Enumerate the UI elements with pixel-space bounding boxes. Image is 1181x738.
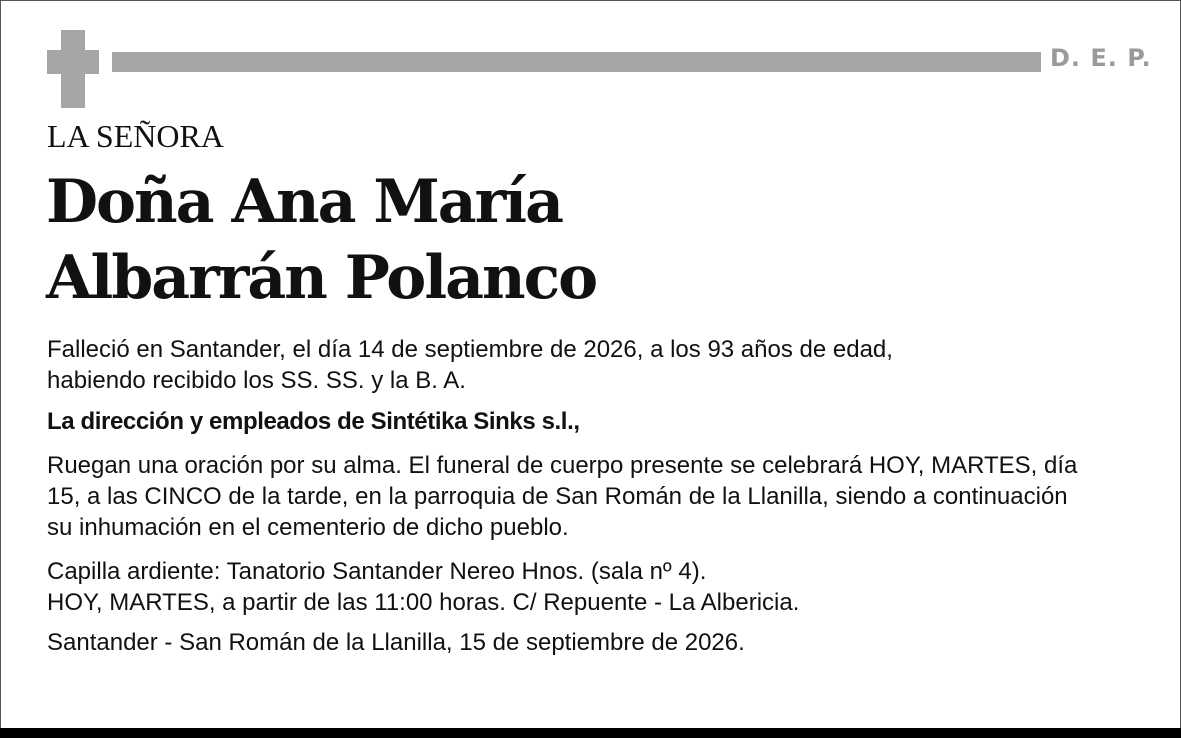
place-date: Santander - San Román de la Llanilla, 15 de septiembre de 2026. — [47, 629, 745, 656]
bottom-rule — [0, 728, 1181, 738]
deceased-name-line2: Albarrán Polanco — [46, 243, 597, 313]
chapel-details-line1: Capilla ardiente: Tanatorio Santander Nereo Hnos. (sala nº 4). — [47, 558, 707, 585]
deceased-name-line1: Doña Ana María — [46, 167, 562, 237]
chapel-details — [47, 556, 1147, 618]
funeral-details — [47, 450, 1147, 543]
cross-icon — [47, 30, 99, 108]
funeral-details-line2: 15, a las CINCO de la tarde, en la parroquia de San Román de la Llanilla, siendo a continuación — [47, 483, 1068, 510]
death-details-line2: habiendo recibido los SS. SS. y la B. A. — [47, 367, 466, 394]
death-details-line1: Falleció en Santander, el día 14 de septiembre de 2026, a los 93 años de edad, — [47, 336, 893, 363]
funeral-details-line1: Ruegan una oración por su alma. El funeral de cuerpo presente se celebrará HOY, MARTES, día — [47, 452, 1078, 479]
dep-label: D. E. P. — [1050, 44, 1152, 72]
chapel-details-line2: HOY, MARTES, a partir de las 11:00 horas. C/ Repuente - La Albericia. — [47, 589, 800, 616]
title-prefix: LA SEÑORA — [47, 118, 224, 154]
funeral-details-line3: su inhumación en el cementerio de dicho pueblo. — [47, 514, 569, 541]
header-bar — [112, 52, 1041, 72]
death-details — [47, 334, 1147, 396]
mourners-line: La dirección y empleados de Sintétika Sinks s.l., — [47, 408, 580, 435]
